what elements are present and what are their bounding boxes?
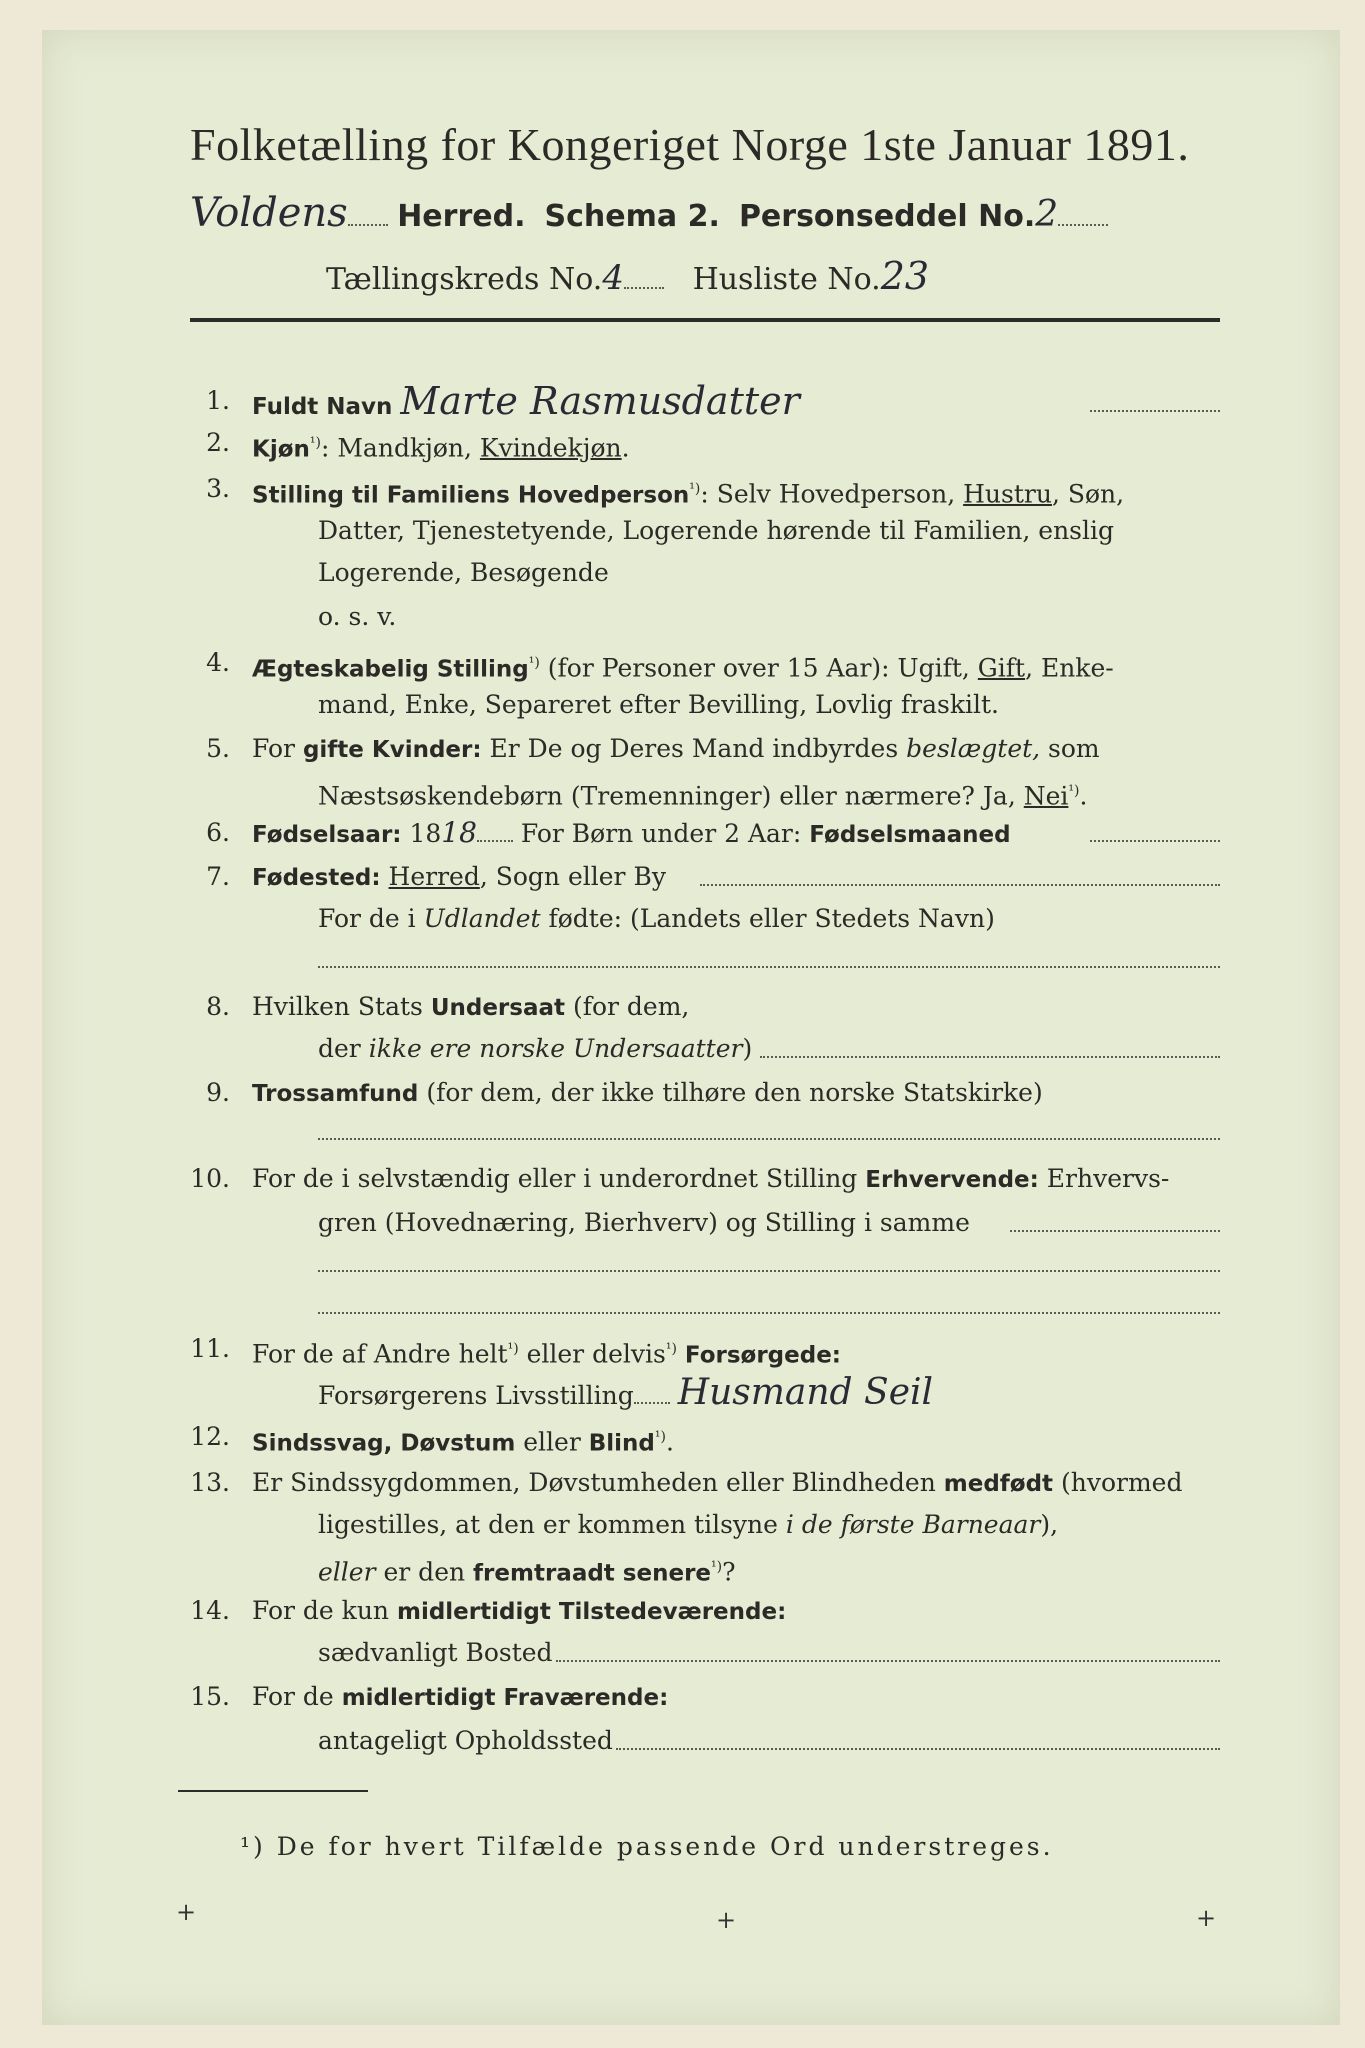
q5-underlined: Nei (1023, 781, 1069, 811)
q8-dotted-line (760, 1054, 1220, 1058)
q10-bold: Erhvervende: (865, 1167, 1039, 1193)
q13-number: 13. (190, 1468, 230, 1497)
q7-text: , Sogn eller By (479, 862, 666, 891)
q15-line2-text: antageligt Opholdssted (318, 1726, 613, 1755)
herred-label: Herred. (397, 199, 526, 234)
provider-occupation-value: Husmand Seil (677, 1372, 934, 1413)
q5-sup: ¹) (1068, 783, 1080, 799)
q3-line4-text: o. s. v. (318, 602, 397, 631)
q13-line2b: ), (1040, 1510, 1059, 1539)
q13-line1b: (hvormed (1053, 1468, 1183, 1497)
q5-italic: beslægtet, (906, 734, 1041, 763)
q3-line1b: , Søn, (1051, 479, 1125, 509)
q7-italic: Udlandet (423, 904, 541, 933)
q10-line1a: For de i selvstændig eller i underordnet Stilling (252, 1164, 866, 1193)
q6-dotted-line (1090, 838, 1220, 842)
taellingskreds-label: Tællingskreds No. (326, 262, 603, 297)
taellingskreds-line (326, 254, 929, 298)
q5-line1b: Er De og Deres Mand indbyrdes (481, 734, 907, 763)
q9-number: 9. (206, 1078, 230, 1107)
q12-bold1: Sindssvag, Døvstum (252, 1430, 516, 1457)
q1-number: 1. (206, 386, 230, 415)
q11-sup2: ¹) (665, 1341, 677, 1357)
q5-number: 5. (206, 734, 230, 763)
q5-line2-text: Næstsøskendebørn (Tremenninger) eller nærmere? Ja, (318, 781, 1024, 811)
q8-line1a: Hvilken Stats (252, 992, 431, 1021)
q13-line3b: ? (722, 1557, 736, 1587)
q4-label: Ægteskabelig Stilling (252, 656, 529, 683)
q3-line2-text: Datter, Tjenestetyende, Logerende hørende til Familien, enslig (318, 516, 1115, 545)
q13-line3-italic: eller (318, 1557, 376, 1587)
q14-line1a: For de kun (252, 1596, 397, 1625)
q13-line1a: Er Sindssygdommen, Døvstumheden eller Blindheden (252, 1468, 944, 1497)
q3-number: 3. (206, 474, 230, 503)
q13-line3a: er den (375, 1557, 474, 1587)
personseddel-number: 2 (1035, 194, 1059, 235)
q11-bold: Forsørgede: (676, 1342, 841, 1369)
q2-label: Kjøn (252, 436, 310, 463)
q7-number: 7. (206, 862, 230, 891)
q8-number: 8. (206, 992, 230, 1021)
q7-dotted-line-2 (318, 964, 1220, 968)
q7-line2b: fødte: (Landets eller Stedets Navn) (540, 904, 995, 933)
q4-number: 4. (206, 648, 230, 677)
q10-dotted-line-1 (1010, 1228, 1220, 1232)
q2-underlined: Kvindekjøn (479, 433, 622, 463)
husliste-number: 23 (880, 254, 930, 298)
q11-line2-text: Forsørgerens Livsstilling (318, 1381, 634, 1410)
schema-label: Schema 2. (544, 199, 720, 234)
q10-dotted-line-2 (318, 1268, 1220, 1272)
registration-mark-right: + (1196, 1904, 1217, 1932)
q6-number: 6. (206, 818, 230, 847)
q5-line1a: For (252, 734, 303, 763)
q1-dotted-line (1090, 408, 1220, 412)
q15-number: 15. (190, 1682, 230, 1711)
q15-bold: midlertidigt Fraværende: (341, 1685, 669, 1711)
q12-text: eller (515, 1427, 589, 1457)
taellingskreds-number: 4 (602, 258, 624, 298)
q6-mid: For Børn under 2 Aar: (512, 819, 810, 848)
q3-label: Stilling til Familiens Hovedperson (252, 482, 690, 509)
q12-number: 12. (190, 1422, 230, 1451)
herred-line (190, 190, 1108, 236)
q9-dotted-line (318, 1136, 1220, 1140)
q1-label: Fuldt Navn (252, 394, 393, 420)
q14-bold: midlertidigt Tilstedeværende: (396, 1599, 787, 1625)
q15-dotted-line (616, 1746, 1220, 1750)
form-title: Folketælling for Kongeriget Norge 1ste Januar 1891. (190, 119, 1190, 170)
q8-line2a: der (318, 1034, 369, 1063)
q8-line2b: ) (742, 1034, 753, 1063)
q11-line1b: eller delvis (518, 1339, 666, 1369)
q2-sup: ¹) (309, 435, 321, 451)
q7-label: Fødested: (252, 865, 381, 891)
q3-line3-text: Logerende, Besøgende (318, 558, 609, 587)
q4-line2-text: mand, Enke, Separeret efter Bevilling, Lovlig fraskilt. (318, 690, 999, 719)
q7-dotted-line (700, 882, 1220, 886)
q11-number: 11. (190, 1334, 230, 1363)
q12-sup: ¹) (654, 1429, 666, 1445)
q2-text: : Mandkjøn, (320, 433, 480, 463)
footnote: ¹) De for hvert Tilfælde passende Ord understreges. (240, 1832, 1054, 1861)
q4-underlined: Gift (977, 653, 1026, 683)
q12-end: . (665, 1427, 674, 1457)
census-form-sheet (42, 30, 1340, 2025)
personseddel-label: Personseddel No. (738, 199, 1036, 234)
q6-label: Fødselsaar: (252, 822, 402, 848)
q13-sup: ¹) (711, 1559, 723, 1575)
q6-prefix: 18 (401, 819, 442, 848)
registration-mark-left: + (176, 1898, 197, 1926)
full-name-value: Marte Rasmusdatter (400, 379, 800, 423)
q10-line2-text: gren (Hovednæring, Bierhverv) og Stilling i samme (318, 1208, 970, 1237)
q10-dotted-line-3 (318, 1310, 1220, 1314)
q14-number: 14. (190, 1596, 230, 1625)
q12-bold2: Blind (588, 1430, 655, 1457)
q8-bold: Undersaat (430, 995, 565, 1021)
q9-text: (for dem, der ikke tilhøre den norske Statskirke) (418, 1078, 1043, 1107)
q3-sup: ¹) (689, 481, 701, 497)
q11-line1a: For de af Andre helt (252, 1339, 508, 1369)
q2-number: 2. (206, 428, 230, 457)
q15-line1a: For de (252, 1682, 342, 1711)
q13-line2a: ligestilles, at den er kommen tilsyne (318, 1510, 786, 1539)
q5-bold: gifte Kvinder: (302, 737, 482, 763)
husliste-label: Husliste No. (692, 262, 881, 297)
footnote-rule (178, 1790, 368, 1792)
q4-line1a: (for Personer over 15 Aar): Ugift, (539, 653, 978, 683)
q3-line1a: : Selv Hovedperson, (700, 479, 964, 509)
q8-line1b: (for dem, (565, 992, 690, 1021)
q14-dotted-line (556, 1658, 1220, 1662)
herred-name: Voldens (190, 190, 348, 236)
q6-label2: Fødselsmaaned (809, 822, 1011, 848)
q9-label: Trossamfund (252, 1081, 419, 1107)
q10-line1b: Erhvervs- (1038, 1164, 1170, 1193)
q4-line1b: , Enke- (1025, 653, 1114, 683)
q10-number: 10. (190, 1164, 230, 1193)
q13-line3-bold: fremtraadt senere (473, 1560, 712, 1587)
q8-italic: ikke ere norske Undersaatter (368, 1034, 743, 1063)
q2-end: . (621, 433, 630, 463)
q13-bold: medfødt (943, 1471, 1054, 1497)
q5-end: . (1079, 781, 1088, 811)
registration-mark-center: + (716, 1906, 737, 1934)
q14-line2-text: sædvanligt Bosted (318, 1638, 553, 1667)
birth-year-value: 18 (441, 816, 477, 849)
q13-italic: i de første Barneaar (785, 1510, 1041, 1539)
q4-sup: ¹) (528, 655, 540, 671)
q5-line1c: som (1040, 734, 1100, 763)
q11-sup1: ¹) (507, 1341, 519, 1357)
q7-underlined: Herred (388, 862, 480, 891)
q7-line2a: For de i (318, 904, 424, 933)
header-rule (190, 318, 1220, 322)
q3-underlined: Hustru (963, 479, 1052, 509)
